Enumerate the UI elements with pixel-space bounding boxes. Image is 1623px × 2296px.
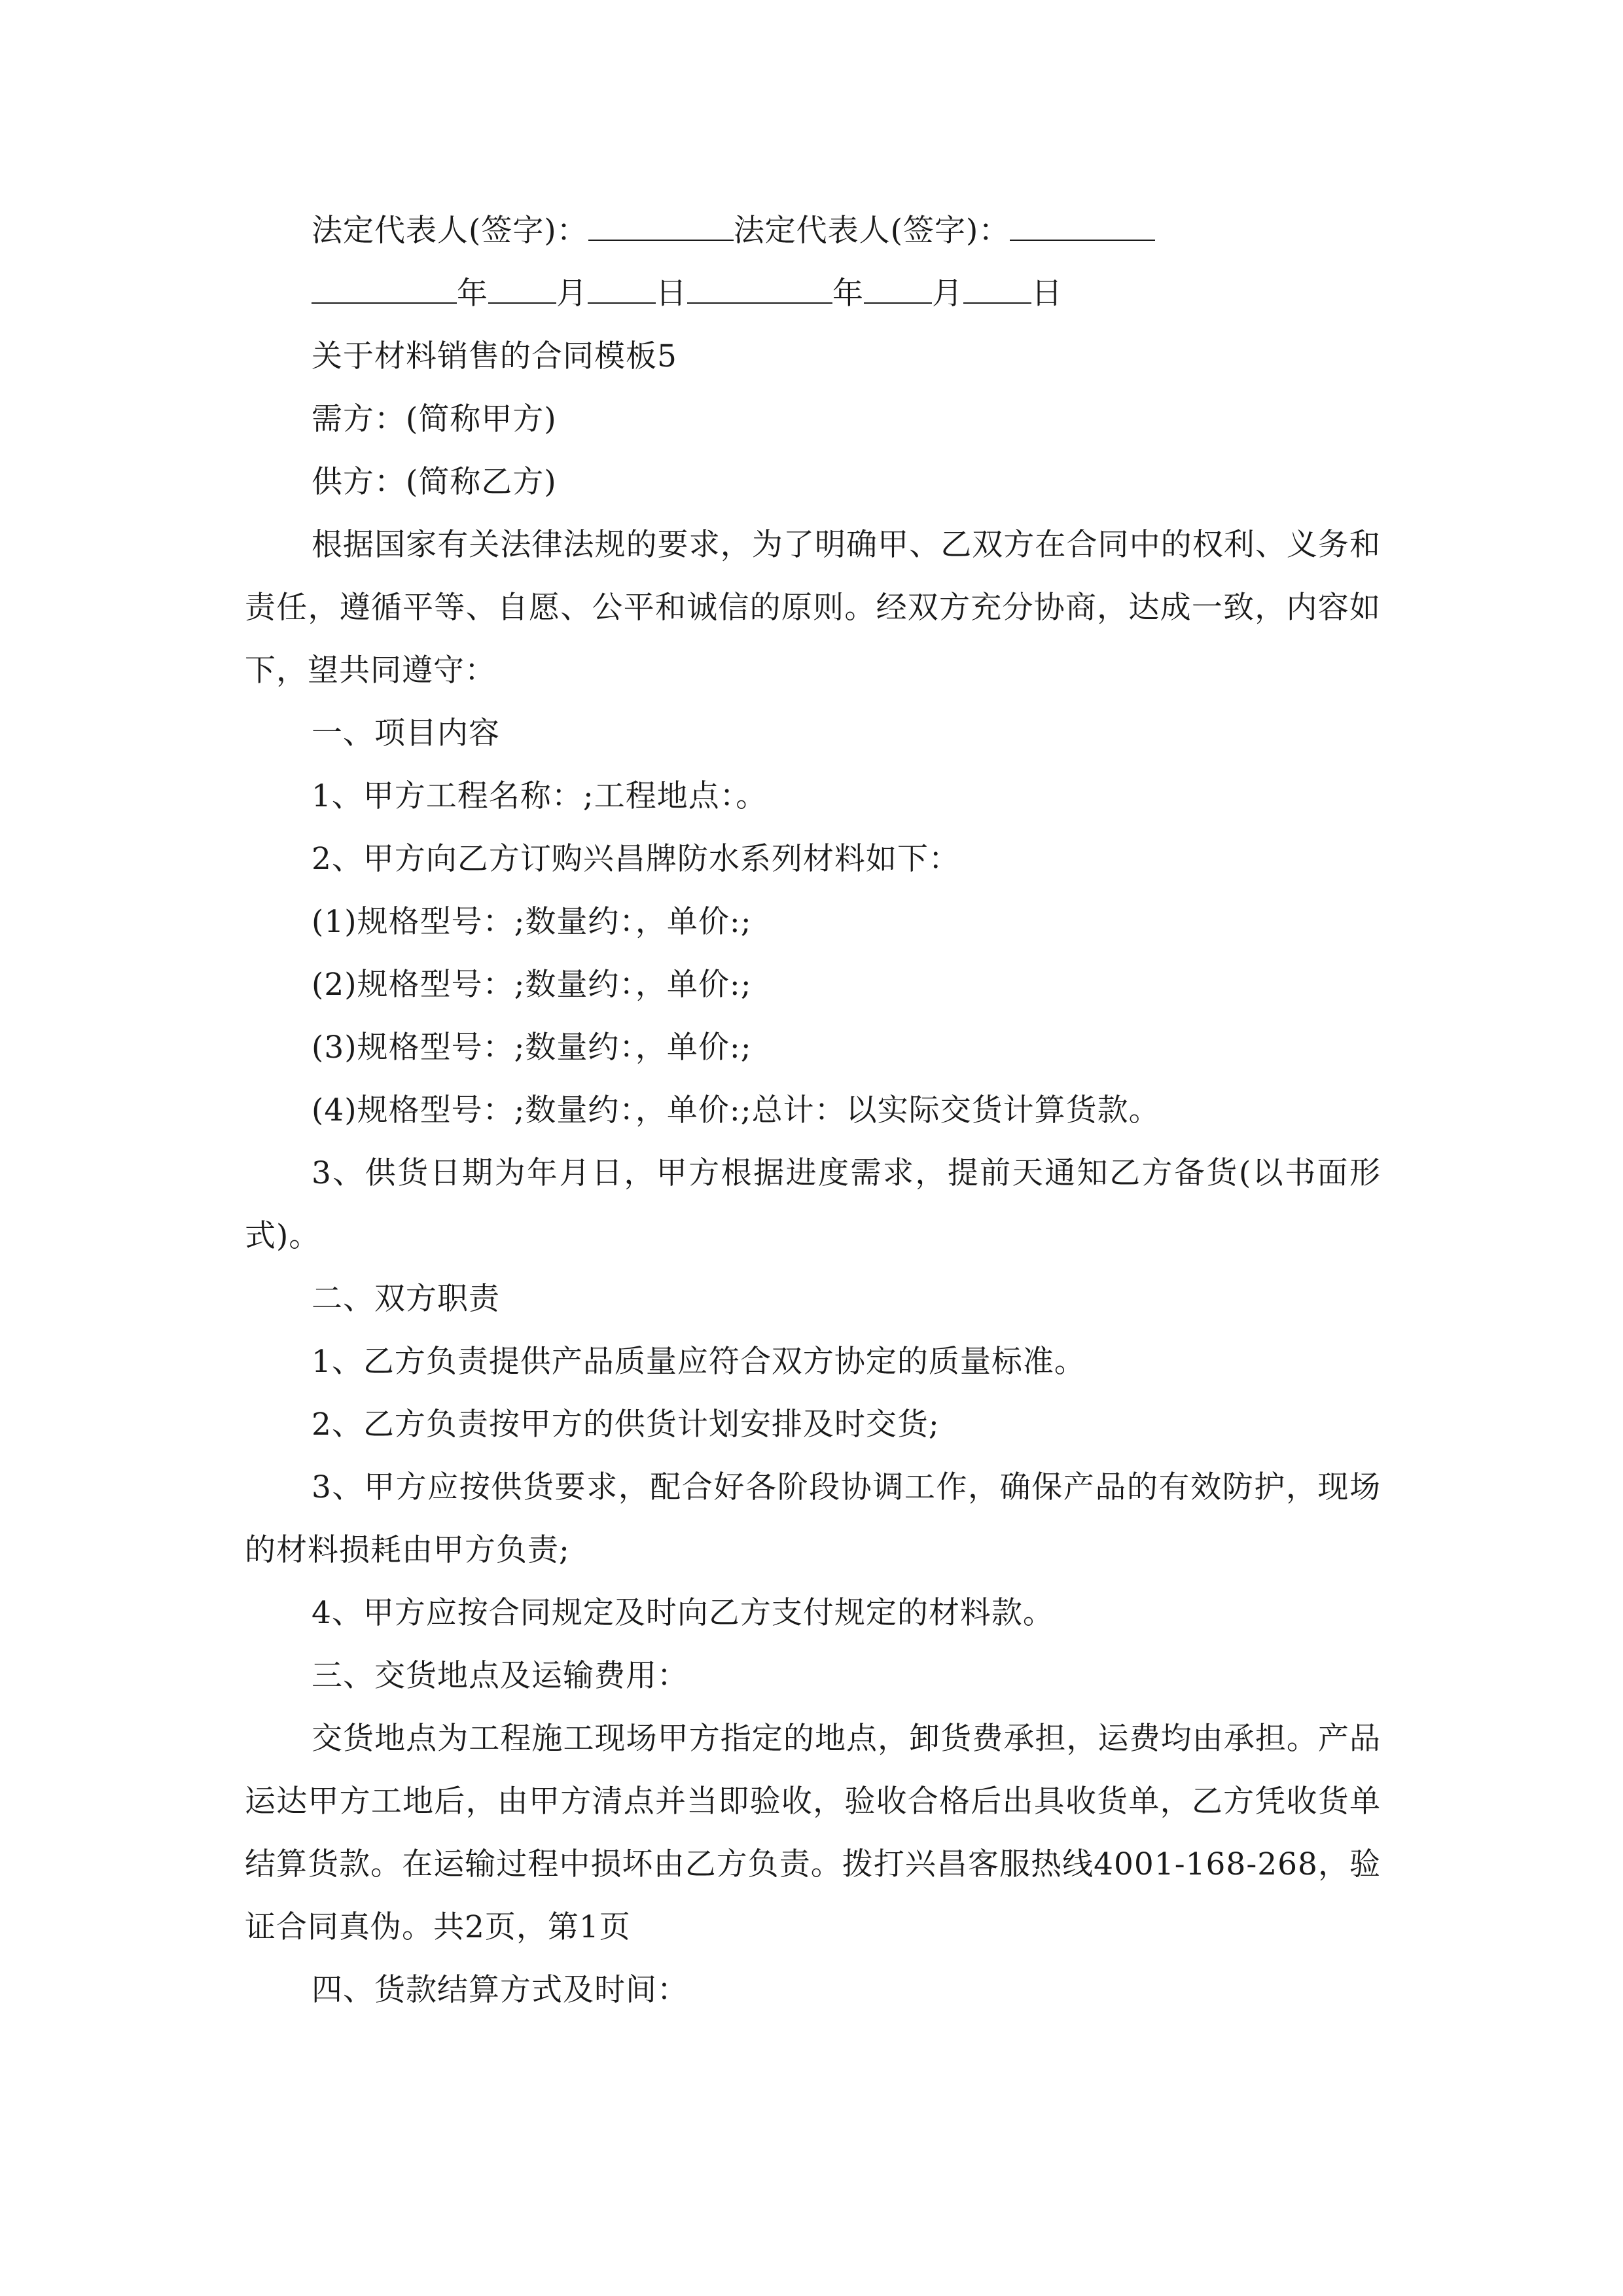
spec-item: (4)规格型号：;数量约：，单价:;总计：以实际交货计算货款。 [312,1092,1160,1128]
signature-blank-b [1010,211,1155,241]
signature-blank-a [588,211,734,241]
day-label-a: 日 [656,276,687,312]
clause-item: 2、乙方负责按甲方的供货计划安排及时交货; [312,1407,940,1443]
year-blank-a [312,274,457,304]
section-heading: 一、项目内容 [312,715,500,751]
year-blank-b [687,274,832,304]
party-seller: 供方：(简称乙方) [312,464,557,500]
clause-item: 3、甲方应按供货要求，配合好各阶段协调工作，确保产品的有效防护，现场的材料损耗由甲方负责; [245,1469,1381,1568]
document-body [245,200,1381,2022]
section-heading: 三、交货地点及运输费用： [312,1658,688,1694]
month-label-a: 月 [556,276,588,312]
day-label-b: 日 [1031,276,1063,312]
rep-label-a: 法定代表人(签字)： [312,213,588,249]
date-line [245,262,1381,325]
spec-item: (3)规格型号：;数量约：，单价:; [312,1030,752,1066]
intro-paragraph: 根据国家有关法律法规的要求，为了明确甲、乙双方在合同中的权利、义务和责任，遵循平等、自愿、公平和诚信的原则。经双方充分协商，达成一致，内容如下，望共同遵守： [245,527,1381,689]
day-blank-a [588,274,656,304]
month-blank-b [864,274,932,304]
delivery-paragraph: 交货地点为工程施工现场甲方指定的地点，卸货费承担，运费均由承担。产品运达甲方工地后，由甲方清点并当即验收，验收合格后出具收货单，乙方凭收货单结算货款。在运输过程中损坏由乙方负责。拨打兴昌客服热线4001-168-268，验证合同真伪。共2页，第1页 [245,1721,1381,1945]
month-label-b: 月 [932,276,963,312]
month-blank-a [488,274,556,304]
contract-title: 关于材料销售的合同模板5 [312,338,677,374]
day-blank-b [963,274,1031,304]
year-label-b: 年 [832,276,864,312]
clause-item: 2、甲方向乙方订购兴昌牌防水系列材料如下： [312,841,960,877]
spec-item: (1)规格型号：;数量约：，单价:; [312,904,752,940]
spec-item: (2)规格型号：;数量约：，单价:; [312,967,752,1003]
signature-line [245,200,1381,262]
clause-item: 3、供货日期为年月日，甲方根据进度需求，提前天通知乙方备货(以书面形式)。 [245,1155,1381,1254]
section-heading: 二、双方职责 [312,1281,500,1317]
section-heading: 四、货款结算方式及时间： [312,1972,688,2008]
party-buyer: 需方：(简称甲方) [312,401,557,437]
rep-label-b: 法定代表人(签字)： [733,213,1010,249]
year-label-a: 年 [457,276,488,312]
clause-item: 4、甲方应按合同规定及时向乙方支付规定的材料款。 [312,1595,1054,1631]
clause-item: 1、乙方负责提供产品质量应符合双方协定的质量标准。 [312,1344,1086,1380]
clause-item: 1、甲方工程名称：;工程地点：。 [312,778,768,814]
